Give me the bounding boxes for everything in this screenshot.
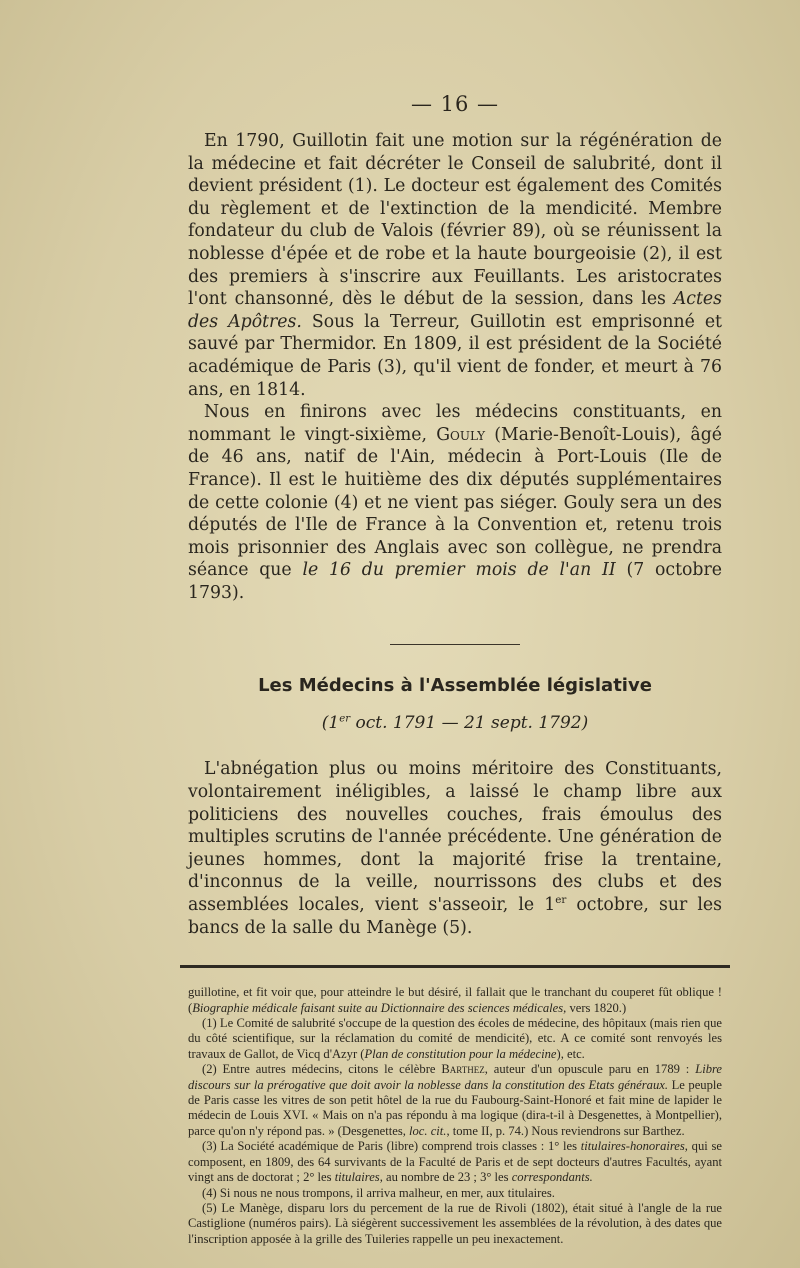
name-gouly: Gouly	[436, 424, 486, 445]
footnote-1: (1) Le Comité de salubrité s'occupe de la question des écoles de médecine, des hôpitaux (mais rien que du côté scientifique, sur la réclamation du comité de mendicité), etc. A ce comité sont renvoyés les travaux de Gallot, de Vicq d'Azyr (Plan de constitution pour la médecine), etc.	[188, 1016, 722, 1061]
section-title: Les Médecins à l'Assemblée législative	[258, 675, 652, 697]
footnote-continuation: guillotine, et fit voir que, pour atteindre le but désiré, il fallait que le tranchant du couperet fût oblique ! (Biographie médicale faisant suite au Dictionnaire des sciences médicales, vers 1820.)	[188, 985, 722, 1015]
paragraph-guillotin: En 1790, Guillotin fait une motion sur la régénération de la médecine et fait décréter le Conseil de salubrité, dont il devient président (1). Le docteur est également des Comités du règlement et de l'extinction de la mendicité. Membre fondateur du club de Valois (février 89), où se réunissent la noblesse d'épée et de robe et la haute bourgeoisie (2), il est des premiers à s'inscrire aux Feuillants. Les aristocrates l'ont chansonné, dès le début de la session, dans les Actes des Apôtres. Sous la Terreur, Guillotin est emprisonné et sauvé par Thermidor. En 1809, il est président de la Société académique de Paris (3), qu'il vient de fonder, et meurt à 76 ans, en 1814.	[188, 131, 722, 400]
footnote-3: (3) La Société académique de Paris (libre) comprend trois classes : 1° les titulaires-honoraires, qui se composent, en 1809, des 64 survivants de la Faculté de Paris et de sept docteurs d'autres Facultés, ayant vingt ans de doctorat ; 2° les titulaires, au nombre de 23 ; 3° les correspondants.	[188, 1139, 722, 1185]
paragraph-legislative: L'abnégation plus ou moins méritoire des Constituants, volontairement inéligibles, a laissé le champ libre aux politiciens des nouvelles couches, frais émoulus des multiples scrutins de l'année précédente. Une génération de jeunes hommes, dont la majorité frise la trentaine, d'inconnus de la veille, nourrissons des clubs et des assemblées locales, vient s'asseoir, le 1er octobre, sur les bancs de la salle du Manège (5).	[188, 759, 722, 938]
footnote-4: (4) Si nous ne nous trompons, il arriva malheur, en mer, aux titulaires.	[202, 1185, 555, 1200]
section-dates: (1er oct. 1791 — 21 sept. 1792)	[321, 713, 589, 734]
footnotes	[188, 985, 722, 1247]
book-page	[188, 92, 722, 1247]
footnote-2: (2) Entre autres médecins, citons le célèbre Barthez, auteur d'un opuscule paru en 1789 : Libre discours sur la prérogative que doit avoir la noblesse dans la constitution des Etats généraux. Le peuple de Paris casse les vitres de son petit hôtel de la rue du Faubourg-Saint-Honoré et fait mine de lapider le médecin de Louis XVI. « Mais on n'a pas répondu à ma logique (dira-t-il à Desgenettes, à Montpellier), parce qu'on n'y répond pas. » (Desgenettes, loc. cit., tome II, p. 74.) Nous reviendrons sur Barthez.	[188, 1062, 723, 1138]
footnote-5: (5) Le Manège, disparu lors du percement de la rue de Rivoli (1802), était situé à l'angle de la rue Castiglione (numéros pairs). Là siégèrent successivement les assemblées de la révolution, à des dates que l'inscription apposée à la grille des Tuileries rappelle un peu inexactement.	[188, 1200, 722, 1246]
page-number: — 16 —	[410, 92, 500, 116]
footnote-rule	[180, 965, 730, 968]
paragraph-gouly: Nous en finirons avec les médecins constituants, en nommant le vingt-sixième, Gouly (Marie-Benoît-Louis), âgé de 46 ans, natif de l'Ain, médecin à Port-Louis (Ile de France). Il est le huitième des dix députés supplémentaires de cette colonie (4) et ne vient pas siéger. Gouly sera un des députés de l'Ile de France à la Convention et, retenu trois mois prisonnier des Anglais avec son collègue, ne prendra séance que le 16 du premier mois de l'an II (7 octobre 1793).	[188, 402, 722, 603]
section-divider	[390, 644, 520, 645]
